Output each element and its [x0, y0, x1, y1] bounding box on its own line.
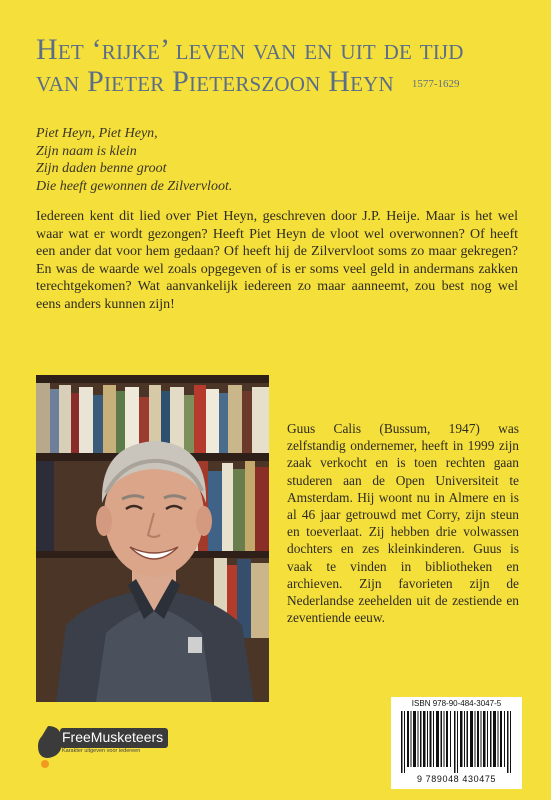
author-photo-illustration [36, 375, 269, 702]
publisher-logo-icon [36, 720, 216, 770]
title-line-2 [36, 66, 536, 100]
poem-line: Zijn naam is klein [36, 143, 137, 159]
book-title [36, 34, 536, 100]
poem-line: Die heeft gewonnen de Zilvervloot. [36, 178, 233, 194]
title-line-1: Het ‘rijke’ leven van en uit de tijd [36, 33, 464, 66]
publisher-name [62, 729, 163, 745]
author-photo [36, 375, 269, 702]
poem [36, 125, 232, 195]
title-line-2-text: van Pieter Pieterszoon Heyn [36, 65, 394, 98]
intro-paragraph: Iedereen kent dit lied over Piet Heyn, geschreven door J.P. Heije. Maar is het wel waar wat er wordt gezongen? Heeft Piet Heyn de vloot wel overwonnen? Of heeft een ander dat voor hem gedaan? Of heeft hij de Zilvervloot soms zo maar gekregen? En was de waarde wel zoals opgegeven of is er soms veel geld in andermans zakken terechtgekomen? Wat aanvankelijk iedereen zo maar aanneemt, zou best nog wel eens anders kunnen zijn! [36, 209, 518, 312]
author-bio: Guus Calis (Bussum, 1947) was zelfstandig ondernemer, heeft in 1999 zijn zaak verkocht en is toen rechten gaan studeren aan de Open Universiteit te Amsterdam. Hij woont nu in Almere en is al 46 jaar getrouwd met Corry, zijn steun en toeverlaat. Zij hebben drie volwassen dochters en zes kleinkinderen. Guus is vaak te vinden in bibliotheken en archieven. Zijn favorieten zijn de Nederlandse zeehelden uit de zestiende en zeventiende eeuw. [287, 421, 519, 626]
publisher-logo [36, 716, 216, 772]
poem-line: Piet Heyn, Piet Heyn, [36, 126, 158, 141]
publisher-name-part1: Free [62, 729, 91, 745]
barcode-number: 9 789048 430475 [416, 774, 497, 784]
publisher-tagline: Karakter uitgeven voor iedereen [62, 748, 141, 754]
title-years: 1577-1629 [411, 78, 460, 90]
isbn-label: ISBN 978-90-484-3047-5 [411, 699, 502, 708]
poem-line: Zijn daden benne groot [36, 161, 167, 176]
barcode-icon [401, 711, 512, 773]
barcode-panel [391, 697, 522, 789]
publisher-name-part2: Musketeers [90, 729, 164, 745]
